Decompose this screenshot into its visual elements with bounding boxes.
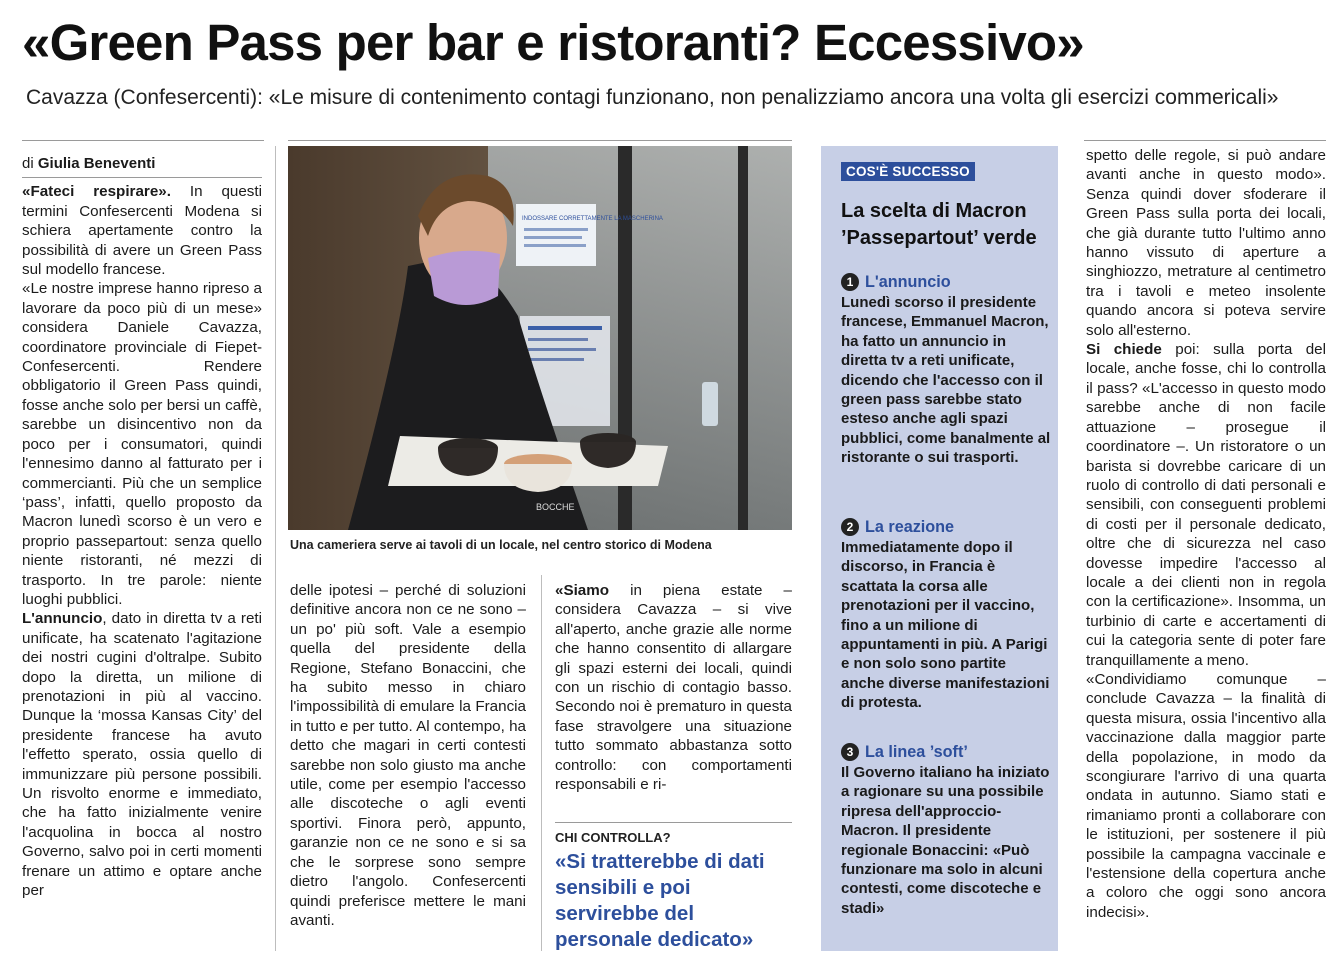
article-column-3 [555,581,792,794]
paragraph-lead: «Siamo [555,582,610,599]
article-photo [288,146,792,530]
sidebar-section-body: Il Governo italiano ha iniziato a ragionare su una possibile ripresa dell'approccio-Macron. Il presidente regionale Bonaccini: «Può funzionare ma solo in alcuni contesti, come discoteche e stadi» [841,764,1050,917]
pull-quote-text: «Si tratterebbe di dati sensibili e poi servirebbe del personale dedicato» [555,850,765,951]
paragraph-text: in piena estate – considera Cavazza – si vive all'aperto, anche grazie alle norme che hanno consentito di allargare gli spazi esterni dei locali, quindi con un rischio di contagio basso. Secondo noi è prematuro in questa fase stravolgere una situazione tutto sommato abbastanza sotto controllo: con comportamenti responsabili e ri- [555,582,792,794]
pull-quote-kicker: CHI CONTROLLA? [555,830,671,845]
sidebar-section-heading [841,742,1051,762]
article-column-2 [290,581,526,930]
paragraph: delle ipotesi – perché di soluzioni definitive ancora non ce ne sono – un po' più soft. Vale a esempio quella del presidente della Regione, Stefano Bonaccini, che ha subito messo in chiaro l'impossibilità di emulare la Francia in tutto e per tutto. Al contempo, ha detto che magari in certi contesti sarebbe non solo giusto ma anche utile, come per esempio l'accesso alle discoteche o agli eventi sportivi. Finora però, appunto, garanzie non ce ne sono e si sa che le sorprese sono sempre dietro l'angolo. Confesercenti quindi preferisce mettere le mani avanti. [290,582,526,929]
paragraph-lead: «Fateci respirare». [22,183,171,201]
paragraph-lead: L'annuncio [22,610,103,628]
paragraph: spetto delle regole, si può andare avanti anche in questo modo». Senza quindi dover sfoderare il Green Pass sulla porta dei locali, che già durante tutto l'ultimo anno hanno vissuto di aperture a singhiozzo, metrature al centimetro tra i tavoli e meteo insolente quando ancora si poteva servire solo all'esterno. [1086,147,1326,339]
subheadline: Cavazza (Confesercenti): «Le misure di contenimento contagi funzionano, non penalizziamo ancora una volta gli esercizi commericali» [26,86,1279,109]
face-mask [428,251,500,305]
quote-rule [555,822,792,823]
number-badge-icon: 3 [841,743,859,761]
column-divider [275,146,276,951]
poster-text: INDOSSARE CORRETTAMENTE LA MASCHERINA [522,216,663,222]
number-badge-icon: 2 [841,518,859,536]
paragraph-text: In questi termini Confesercenti Modena si schiera apertamente contro la possibilità di avere un Green Pass sul modello francese. [22,183,262,279]
waitress-photo-illustration [288,146,792,530]
sidebar-section [841,272,1051,468]
byline-prefix: di [22,155,34,172]
sidebar-box [821,146,1058,951]
sidebar-section-title: La reazione [865,518,955,536]
number-badge-icon: 1 [841,273,859,291]
article-column-1 [22,154,262,900]
cup-text: BOCCHE [536,502,575,512]
paragraph-text: poi: sulla porta del locale, anche fosse, chi lo controlla il pass? «L'accesso in questo modo sarebbe anche di non facile attuazione – prosegue il coordinatore –. Un ristoratore o un barista si dovrebbe caricare di un ruolo di controllo di dati personali e sensibili, con conseguenti problemi di costi per il personale dedicato, oltre che di sicurezza nel caso dovesse impedire l'accesso al locale a dei clienti non in regola con la certificazione». Insomma, un turbinio di carte e accertamenti di cui la categoria sente di poter fare tranquillamente a meno. [1086,341,1326,669]
sidebar-section [841,742,1051,918]
sidebar-section [841,517,1051,713]
sidebar-section-heading [841,517,1051,537]
byline-rule [22,177,262,178]
sidebar-section-heading [841,272,1051,292]
photo-caption: Una cameriera serve ai tavoli di un locale, nel centro storico di Modena [290,538,712,552]
column-rule [288,140,792,141]
byline [22,154,262,173]
sanitizer-bottle [702,382,718,426]
byline-author: Giulia Beneventi [37,155,156,172]
article-column-5 [1086,146,1326,922]
sidebar-section-title: L'annuncio [865,273,951,291]
sidebar-section-title: La linea ’soft’ [865,743,968,761]
paragraph-text: , dato in diretta tv a reti unificate, ha scatenato l'agitazione dei nostri cugini d'oltralpe. Subito dopo la diretta, un milione di prenotazioni in più al vaccino. Dunque la ‘mossa Kansas City’ del presidente francese ha avuto l'effetto sperato, ossia quello di immunizzare più persone possibili. Un risvolto enorme e immediato, che ha fatto inizialmente venire l'acquolina in bocca al nostro Governo, salvo poi in certi momenti frenare un attimo e optare anche per [22,610,262,900]
paragraph [22,182,262,279]
paragraph [555,581,792,794]
column-divider [541,575,542,951]
paragraph: «Condividiamo comunque – conclude Cavazza – la finalità di questa misura, ossia l'incentivo alla vaccinazione dalla maggior parte della popolazione, in modo da scongiurare l'arrivo di una quarta ondata in autunno. Siamo stati e rimaniamo pronti a collaborare con le istituzioni, per sostenere il più possibile la campagna vaccinale e l'estensione della copertura anche a coloro che oggi sono ancora indecisi». [1086,670,1326,921]
sidebar-section-body: Immediatamente dopo il discorso, in Francia è scattata la corsa alle prenotazioni per il vaccino, fino a un milione di appuntamenti in più. A Parigi e non solo sono partite anche diverse manifestazioni di protesta. [841,539,1050,712]
headline: «Green Pass per bar e ristoranti? Eccessivo» [22,14,1084,71]
sidebar-kicker: COS'È SUCCESSO [841,162,975,181]
pull-quote-box [555,830,792,953]
sidebar-title: La scelta di Macron ’Passepartout’ verde [841,200,1037,249]
paragraph [22,609,262,900]
paragraph-lead: Si chiede [1086,341,1162,359]
column-rule [22,140,264,141]
column-rule [1084,140,1326,141]
sidebar-section-body: Lunedì scorso il presidente francese, Emmanuel Macron, ha fatto un annuncio in diretta tv a reti unificate, dicendo che l'accesso con il green pass sarebbe stato esteso anche agli spazi pubblici, come banalmente al ristorante o sui trasporti. [841,294,1051,467]
paragraph: «Le nostre imprese hanno ripreso a lavorare da poco più di un mese» considera Daniele Cavazza, coordinatore provinciale di Fiepet-Confesercenti. Rendere obbligatorio il Green Pass quindi, fosse anche solo per bersi un caffè, sarebbe un disincentivo non da poco per i consumatori, quindi l'ennesimo danno al fatturato per i commercianti. Più che un semplice ‘pass’, infatti, quello proposto da Macron lunedì scorso è un vero e proprio passepartout: senza quello niente ristoranti, né mezzi di trasporto. In tre parole: niente luoghi pubblici. [22,280,262,608]
paragraph [1086,340,1326,670]
